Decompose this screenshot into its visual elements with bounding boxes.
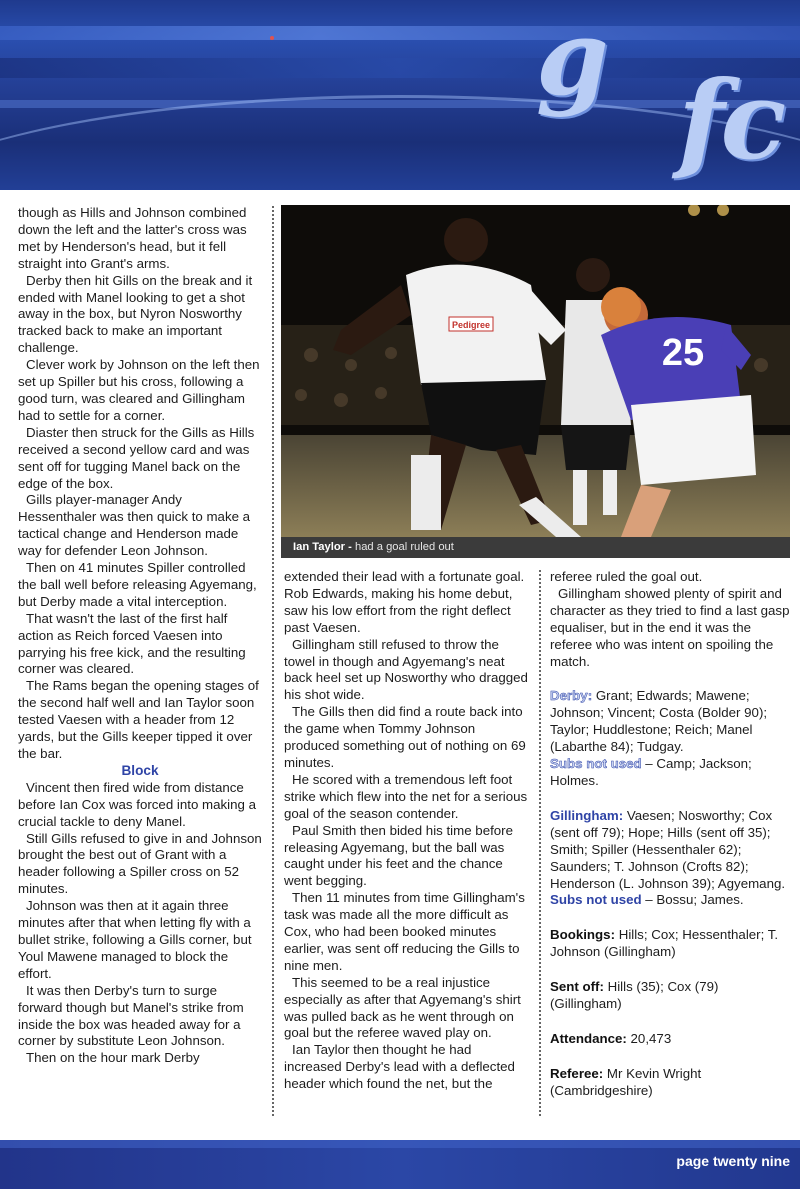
article-paragraph: The Gills then did find a route back into the game when Tommy Johnson produced something out of nothing on 69 minutes. (284, 704, 526, 770)
article-paragraph: though as Hills and Johnson combined down the left and the latter's cross was met by Henderson's head, but it fell straight into Grant's arms. (18, 205, 247, 271)
article-paragraph: Still Gills refused to give in and Johnson brought the best out of Grant with a header following a Spiller cross on 52 minutes. (18, 830, 262, 897)
gfc-logo (528, 0, 800, 188)
derby-subs-text: – Camp; Jackson; Holmes. (550, 756, 752, 788)
match-photo-illustration (281, 205, 790, 537)
referee (550, 1066, 790, 1100)
gillingham-subs-text: – Bossu; James. (641, 892, 744, 908)
shirt-number: 25 (661, 332, 705, 374)
derby-lineup (550, 688, 790, 789)
article-paragraph: The Rams began the opening stages of the second half well and Ian Taylor soon tested Vaesen with a header from 12 yards, but the Gills keeper tipped it over the bar. (18, 678, 259, 761)
shirt-sponsor: Pedigree (451, 320, 491, 330)
photo-caption (281, 537, 790, 558)
article-paragraph: Vincent then fired wide from distance before Ian Cox was forced into making a crucial tackle to deny Manel. (18, 779, 256, 829)
caption-text: had a goal ruled out (351, 541, 454, 553)
section-heading: Block (121, 762, 159, 778)
article-paragraph: Johnson was then at it again three minutes after that when letting fly with a bullet strike, following a Gills corner, but Youl Mawene managed to block the effort. (18, 898, 252, 981)
footer-stripe (0, 1140, 800, 1148)
derby-label: Derby: (550, 688, 593, 704)
article-paragraph: referee ruled the goal out. (550, 569, 703, 584)
article-paragraph: Gills player-manager Andy Hessenthaler was then quick to make a tactical change and Henderson made way for defender Leon Johnson. (18, 492, 251, 559)
attendance (550, 1031, 790, 1048)
column-divider (539, 570, 541, 1116)
gillingham-label: Gillingham: (550, 807, 624, 823)
article-paragraph: Gillingham showed plenty of spirit and character as they tried to find a last gasp equaliser, but in the end it was the referee who was intent on spoiling the match. (550, 585, 790, 669)
referee-label: Referee: (550, 1065, 604, 1081)
sent-off-text: Hills (35); Cox (79) (Gillingham) (550, 979, 719, 1012)
bookings-text: Hills; Cox; Hessenthaler; T. Johnson (Gillingham) (550, 927, 779, 960)
article-column-3 (550, 569, 790, 1100)
article-paragraph: Derby then hit Gills on the break and it ended with Manel looking to get a shot away in the box, but Nyron Nosworthy tracked back to make an important challenge. (18, 272, 253, 356)
article-paragraph: Then on 41 minutes Spiller controlled the ball well before releasing Agyemang, but Derby made a vital interception. (18, 560, 257, 609)
logo-letter-g: g (536, 0, 605, 119)
column-divider (272, 206, 274, 1116)
article-paragraph: Then 11 minutes from time Gillingham's task was made all the more difficult as Cox, who had been booked minutes earlier, was sent off reducing the Gills to nine men. (284, 890, 525, 973)
logo-letters-fc: fc (678, 58, 783, 184)
header-banner (0, 0, 800, 190)
page-number: page twenty nine (676, 1153, 790, 1169)
attendance-text: 20,473 (626, 1030, 672, 1046)
article-column-2 (284, 569, 530, 1093)
bookings (550, 927, 790, 961)
article-paragraph: Then on the hour mark Derby (26, 1050, 200, 1066)
caption-name: Ian Taylor - (293, 541, 352, 553)
match-photo (281, 205, 790, 537)
article-paragraph: Gillingham still refused to throw the towel in though and Agyemang's neat back heel set up Nosworthy who dragged his shot wide. (284, 636, 528, 703)
article-paragraph: extended their lead with a fortunate goal. Rob Edwards, making his home debut, saw his low effort from the right deflect past Vaesen. (284, 569, 525, 635)
derby-lineup-text: Grant; Edwards; Mawene; Johnson; Vincent; Costa (Bolder 90); Taylor; Huddlestone; Reich; Manel (Labarthe 84); Tudgay. (550, 688, 768, 755)
article-paragraph: Ian Taylor then thought he had increased Derby's lead with a deflected header which found the net, but the (284, 1042, 515, 1092)
article-column-1 (18, 205, 262, 1067)
article-paragraph: This seemed to be a real injustice especially as after that Agyemang's shirt was pulled back as he went through on goal but the referee waved play on. (284, 974, 521, 1041)
gillingham-lineup (550, 808, 790, 909)
sent-off (550, 979, 790, 1013)
article-paragraph: It was then Derby's turn to surge forward though but Manel's strike from inside the box was headed away for a corner by substitute Leon Johnson. (18, 982, 244, 1049)
bookings-label: Bookings: (550, 927, 616, 943)
gillingham-lineup-text: Vaesen; Nosworthy; Cox (sent off 79); Hope; Hills (sent off 35); Smith; Spiller (Hessenthaler 62); Saunders; T. Johnson (Crofts 82); Henderson (L. Johnson 39); Agyemang. (550, 807, 786, 891)
footer-band (0, 1140, 800, 1189)
attendance-label: Attendance: (550, 1030, 627, 1046)
referee-text: Mr Kevin Wright (Cambridgeshire) (550, 1065, 702, 1098)
banner-dot (270, 36, 274, 40)
derby-subs-label: Subs not used (550, 756, 642, 772)
article-paragraph: Clever work by Johnson on the left then set up Spiller but his cross, following a good turn, was cleared and Gillingham had to settle for a corner. (18, 357, 260, 423)
article-paragraph: That wasn't the last of the first half action as Reich forced Vaesen into parrying his free kick, and the resulting corner was cleared. (18, 610, 246, 677)
gillingham-subs-label: Subs not used (550, 892, 642, 908)
article-paragraph: He scored with a tremendous left foot strike which flew into the net for a serious goal of the season contender. (284, 771, 528, 821)
article-paragraph: Diaster then struck for the Gills as Hills received a second yellow card and was sent off for tugging Manel back on the edge of the box. (18, 424, 255, 491)
sent-off-label: Sent off: (550, 979, 604, 995)
article-paragraph: Paul Smith then bided his time before releasing Agyemang, but the ball was caught under his feet and the chance went begging. (284, 822, 514, 889)
